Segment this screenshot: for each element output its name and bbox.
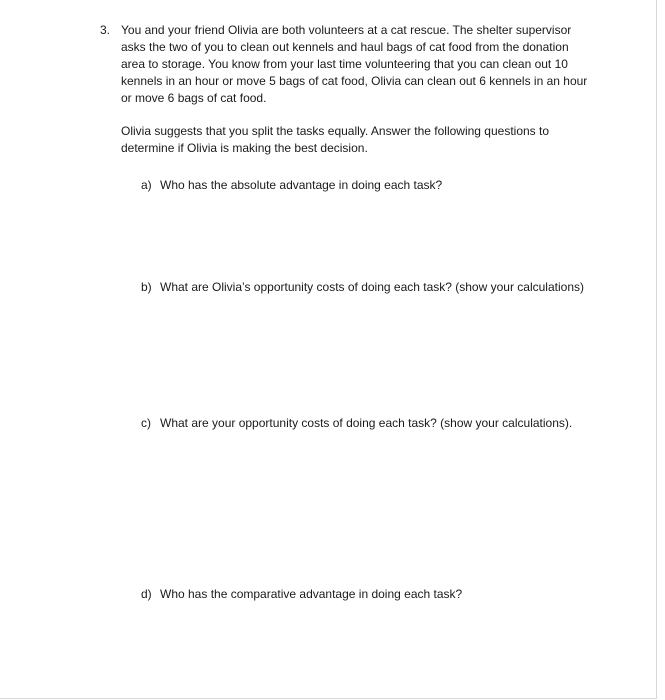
question-prompt: You and your friend Olivia are both volunteers at a cat rescue. The shelter supervisor asks the two of you to clean out kennels and haul bags of cat food from the donation area to storage. You know from your last time volunteering that you can clean out 10 kennels in an hour or move 5 bags of cat food, Olivia can clean out 6 kennels in an hour or move 6 bags of cat food. — [121, 23, 588, 105]
subquestion-text: What are your opportunity costs of doing each task? (show your calculations). — [160, 416, 573, 430]
question-row — [100, 22, 590, 107]
subquestion-a — [141, 177, 442, 194]
question-3 — [100, 22, 590, 157]
subquestion-c — [141, 415, 572, 432]
subquestion-d — [141, 586, 462, 603]
subquestion-b — [141, 279, 584, 296]
subquestion-label: a) — [141, 178, 152, 192]
subquestion-text: Who has the comparative advantage in doing each task? — [160, 587, 463, 601]
question-number: 3. — [100, 23, 111, 37]
question-instruction: Olivia suggests that you split the tasks equally. Answer the following questions to determine if Olivia is making the best decision. — [121, 124, 550, 155]
subquestion-text: Who has the absolute advantage in doing each task? — [160, 178, 443, 192]
subquestion-label: b) — [141, 280, 152, 294]
subquestion-label: c) — [141, 416, 151, 430]
subquestion-text: What are Olivia’s opportunity costs of doing each task? (show your calculations) — [160, 280, 584, 294]
subquestion-label: d) — [141, 587, 152, 601]
